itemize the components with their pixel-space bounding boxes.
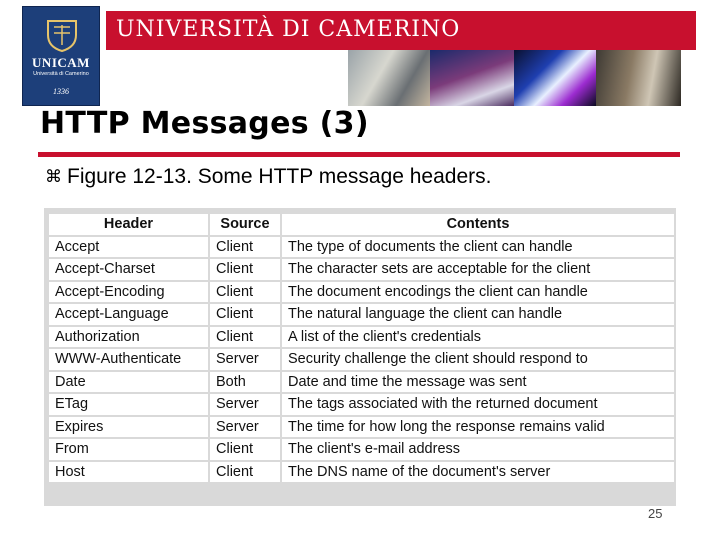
table-row — [48, 236, 675, 259]
logo-subtitle: Università di Camerino — [33, 71, 89, 77]
page-number: 25 — [648, 506, 663, 521]
table-row — [48, 438, 675, 461]
cell-contents: A list of the client's credentials — [281, 326, 675, 349]
cell-source: Client — [209, 258, 281, 281]
cell-header: WWW-Authenticate — [48, 348, 209, 371]
table-row — [48, 393, 675, 416]
cell-contents: The document encodings the client can handle — [281, 281, 675, 304]
cell-header: From — [48, 438, 209, 461]
cell-contents: The type of documents the client can handle — [281, 236, 675, 259]
cell-source: Client — [209, 236, 281, 259]
cell-header: Accept-Language — [48, 303, 209, 326]
cell-source: Client — [209, 326, 281, 349]
light-beam-photo — [514, 50, 596, 106]
cell-contents: The client's e-mail address — [281, 438, 675, 461]
http-headers-table-figure — [44, 208, 676, 506]
cell-contents: The tags associated with the returned document — [281, 393, 675, 416]
column-header-contents: Contents — [281, 213, 675, 236]
cell-source: Client — [209, 461, 281, 484]
cell-header: Date — [48, 371, 209, 394]
http-headers-table — [47, 212, 676, 484]
cell-source: Server — [209, 393, 281, 416]
university-banner — [106, 11, 696, 50]
cell-header: Authorization — [48, 326, 209, 349]
cell-contents: The DNS name of the document's server — [281, 461, 675, 484]
laptop-photo — [596, 50, 681, 106]
logo-name: UNICAM — [32, 55, 90, 70]
cell-contents: Security challenge the client should respond to — [281, 348, 675, 371]
table-row — [48, 461, 675, 484]
cell-contents: The character sets are acceptable for the client — [281, 258, 675, 281]
unicam-logo — [22, 6, 100, 106]
table-row — [48, 371, 675, 394]
cell-header: Accept — [48, 236, 209, 259]
table-row — [48, 348, 675, 371]
logo-year: 1336 — [53, 87, 69, 96]
banner-title: UNIVERSITÀ DI CAMERINO — [116, 17, 461, 42]
cell-source: Server — [209, 416, 281, 439]
cell-source: Both — [209, 371, 281, 394]
cell-source: Client — [209, 438, 281, 461]
table-header-row — [48, 213, 675, 236]
column-header-source: Source — [209, 213, 281, 236]
cell-header: Expires — [48, 416, 209, 439]
table-row — [48, 416, 675, 439]
slide-title: HTTP Messages (3) — [40, 106, 369, 141]
cell-header: ETag — [48, 393, 209, 416]
cell-contents: The natural language the client can handle — [281, 303, 675, 326]
cell-header: Accept-Charset — [48, 258, 209, 281]
cell-contents: Date and time the message was sent — [281, 371, 675, 394]
cell-source: Client — [209, 303, 281, 326]
cell-header: Accept-Encoding — [48, 281, 209, 304]
cell-contents: The time for how long the response remains valid — [281, 416, 675, 439]
cell-source: Server — [209, 348, 281, 371]
cell-header: Host — [48, 461, 209, 484]
lab-photo — [430, 50, 514, 106]
header-photo-strip — [348, 50, 681, 106]
table-row — [48, 303, 675, 326]
column-header-header: Header — [48, 213, 209, 236]
students-photo — [348, 50, 430, 106]
table-row — [48, 258, 675, 281]
bullet-item — [45, 165, 491, 189]
crest-icon — [42, 17, 82, 53]
title-divider — [38, 152, 680, 157]
bullet-text: Figure 12-13. Some HTTP message headers. — [67, 165, 492, 188]
cell-source: Client — [209, 281, 281, 304]
table-row — [48, 281, 675, 304]
bullet-icon: ⌘ — [45, 167, 62, 186]
table-row — [48, 326, 675, 349]
